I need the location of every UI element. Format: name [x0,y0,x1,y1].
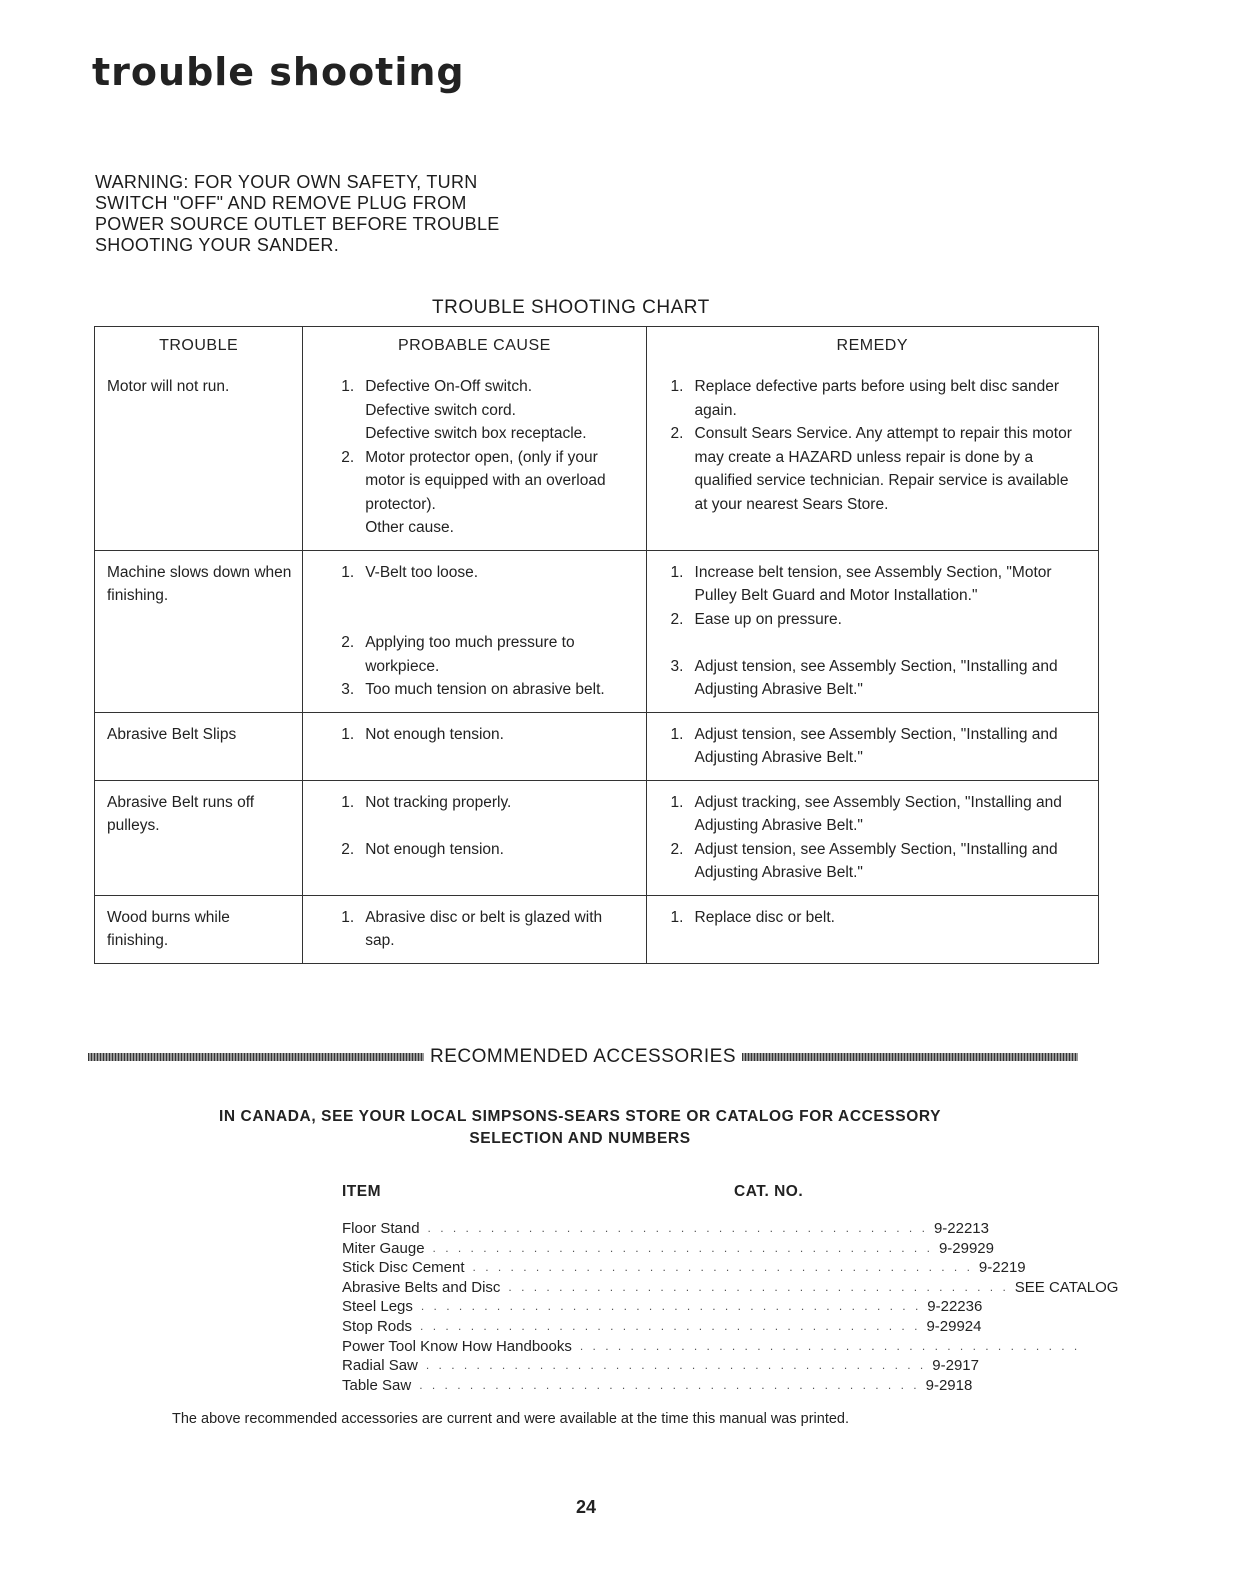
cause-cell [303,895,646,963]
spacer [341,814,633,838]
accessory-row [342,1337,1081,1357]
item-column-header: ITEM [342,1183,382,1200]
accessory-row [342,1219,989,1239]
accessory-cat-no: 9-2917 [932,1357,979,1375]
accessory-cat-no: 9-29924 [926,1317,982,1335]
chart-title: TROUBLE SHOOTING CHART [432,297,710,318]
accessory-row [342,1317,982,1337]
accessory-row [342,1239,994,1259]
item-text: Adjust tension, see Assembly Section, "Installing and Adjusting Abrasive Belt." [694,840,1058,881]
cause-cell [303,550,646,712]
canada-notice [150,1106,1010,1150]
item-number: 3. [670,657,684,675]
warning-line: SWITCH "OFF" AND REMOVE PLUG FROM [95,193,467,213]
item-number: 1. [341,725,355,743]
item-text: Abrasive disc or belt is glazed with sap. [365,908,603,949]
remedy-cell [646,365,1098,550]
cause-cell-item [341,399,633,423]
canada-line: SELECTION AND NUMBERS [469,1130,691,1147]
remedy-cell-item [671,375,1084,422]
canada-line: IN CANADA, SEE YOUR LOCAL SIMPSONS-SEARS STORE OR CATALOG FOR ACCESSORY [218,1108,942,1125]
cause-cell [303,712,646,780]
remedy-cell-item [671,906,1084,930]
cause-cell [303,780,646,895]
item-number: 1. [670,563,684,581]
warning-line: SHOOTING YOUR SANDER. [95,235,339,255]
item-number: 1. [341,563,355,581]
remedy-cell-item [671,561,1084,608]
item-number: 2. [341,840,355,858]
item-text: Replace defective parts before using belt disc sander again. [694,378,1059,419]
item-text: Adjust tracking, see Assembly Section, "Installing and Adjusting Abrasive Belt." [694,793,1062,834]
item-number: 1. [670,725,684,743]
item-number: 1. [670,378,684,395]
item-number: 2. [341,634,355,651]
header-remedy: REMEDY [646,327,1098,366]
dot-leader: . . . . . . . . . . . . . . . . . . . . . . . . . . . . . . . . . . . . . . . . [472,1260,973,1275]
accessory-name: Miter Gauge [342,1239,425,1257]
item-text: Motor protector open, (only if your motor is equipped with an overload protector). [365,448,606,513]
accessory-row [342,1376,973,1396]
accessory-cat-no: 9-2219 [978,1259,1026,1277]
cause-cell-item [341,422,633,446]
page-number: 24 [576,1497,597,1517]
item-text: Defective switch cord. [365,401,516,419]
accessory-cat-no: 9-29929 [938,1239,994,1257]
item-text: Not enough tension. [365,840,504,858]
accessory-name: Floor Stand [342,1220,420,1237]
remedy-cell-item [671,838,1084,885]
accessories-list [342,1219,1119,1395]
item-text: Applying too much pressure to workpiece. [365,634,575,675]
remedy-cell [646,780,1098,895]
trouble-cell: Wood burns while finishing. [95,895,303,963]
warning-line: WARNING: FOR YOUR OWN SAFETY, TURN [95,172,478,192]
accessory-name: Radial Saw [342,1357,418,1375]
dot-leader: . . . . . . . . . . . . . . . . . . . . . . . . . . . . . . . . . . . . . . . . [579,1338,1081,1353]
spacer [671,631,1084,655]
safety-warning [95,172,615,256]
page-heading: trouble shooting [92,50,465,94]
table-row [95,712,1099,780]
cause-cell-item [341,631,633,678]
accessory-name: Abrasive Belts and Disc [342,1278,501,1296]
cause-cell-item [341,723,633,747]
remedy-cell [646,712,1098,780]
item-number: 2. [670,425,684,442]
cause-cell-item [341,791,633,815]
item-number: 2. [341,448,355,466]
table-row [95,780,1099,895]
dot-leader: . . . . . . . . . . . . . . . . . . . . . . . . . . . . . . . . . . . . . . . . [420,1318,921,1333]
item-text: Other cause. [365,519,454,536]
item-text: Not enough tension. [365,725,504,743]
dot-leader: . . . . . . . . . . . . . . . . . . . . . . . . . . . . . . . . . . . . . . . . [508,1279,1009,1294]
item-number: 1. [670,908,684,926]
dot-leader: . . . . . . . . . . . . . . . . . . . . . . . . . . . . . . . . . . . . . . . . [419,1377,920,1392]
dot-leader: . . . . . . . . . . . . . . . . . . . . . . . . . . . . . . . . . . . . . . . . [427,1221,928,1235]
cause-cell-item [341,838,633,862]
trouble-cell: Machine slows down when finishing. [95,550,303,712]
remedy-cell [646,895,1098,963]
item-number: 2. [670,610,684,628]
banner-rule-right [742,1053,1078,1061]
item-text: Ease up on pressure. [694,610,842,628]
item-text: V-Belt too loose. [365,563,479,581]
cause-cell-item [341,561,633,585]
item-text: Not tracking properly. [365,793,512,811]
item-text: Adjust tension, see Assembly Section, "Installing and Adjusting Abrasive Belt." [694,725,1058,766]
cause-cell-item [341,516,633,540]
accessory-row [342,1278,1119,1298]
cat-no-column-header: CAT. NO. [734,1183,804,1200]
accessory-name: Table Saw [342,1376,412,1394]
item-text: Adjust tension, see Assembly Section, "Installing and Adjusting Abrasive Belt." [694,657,1058,698]
accessory-cat-no: SEE CATALOG [1014,1278,1119,1296]
item-text: Defective On-Off switch. [365,378,533,395]
trouble-cell: Motor will not run. [95,365,303,550]
trouble-cell: Abrasive Belt Slips [95,712,303,780]
remedy-cell [646,550,1098,712]
accessories-title: RECOMMENDED ACCESSORIES [429,1046,737,1067]
cause-cell-item [341,678,633,702]
accessories-banner [88,1046,1078,1070]
banner-rule-left [88,1053,424,1061]
remedy-cell-item [671,422,1084,516]
warning-line: POWER SOURCE OUTLET BEFORE TROUBLE [95,214,500,234]
spacer [341,584,633,631]
table-header-row [95,327,1099,366]
accessory-row [342,1356,979,1376]
dot-leader: . . . . . . . . . . . . . . . . . . . . . . . . . . . . . . . . . . . . . . . . [420,1299,922,1314]
item-number: 1. [341,378,355,395]
accessory-name: Stop Rods [342,1317,413,1335]
accessory-cat-no: 9-22213 [933,1220,989,1237]
dot-leader: . . . . . . . . . . . . . . . . . . . . . . . . . . . . . . . . . . . . . . . . [425,1358,927,1373]
accessory-cat-no: 9-22236 [927,1298,983,1316]
item-number: 1. [341,793,355,811]
cause-cell [303,365,646,550]
item-number: 1. [670,793,684,811]
header-probable-cause: PROBABLE CAUSE [303,327,646,366]
remedy-cell-item [671,791,1084,838]
remedy-cell-item [671,723,1084,770]
dot-leader: . . . . . . . . . . . . . . . . . . . . . . . . . . . . . . . . . . . . . . . . [432,1240,933,1255]
accessory-cat-no [1080,1337,1086,1357]
item-text: Replace disc or belt. [694,908,835,926]
accessories-footnote: The above recommended accessories are current and were available at the time this manual was printed. [172,1411,850,1427]
header-trouble: TROUBLE [95,327,303,366]
trouble-shooting-table [94,326,1099,964]
cause-cell-item [341,906,633,953]
cause-cell-item [341,375,633,399]
remedy-cell-item [671,655,1084,702]
item-text: Increase belt tension, see Assembly Section, "Motor Pulley Belt Guard and Motor Installation." [694,563,1052,604]
table-row [95,895,1099,963]
accessory-name: Power Tool Know How Handbooks [342,1337,572,1355]
accessory-row [342,1258,1026,1278]
item-number: 1. [341,908,355,926]
remedy-cell-item [671,608,1084,632]
item-text: Consult Sears Service. Any attempt to repair this motor may create a HAZARD unless repair is done by a qualified service technician. Repair service is available at your nearest Sears Store. [694,425,1072,513]
table-row [95,365,1099,550]
accessory-cat-no: 9-2918 [925,1376,973,1394]
item-number: 2. [670,840,684,858]
cause-cell-item [341,446,633,517]
table-row [95,550,1099,712]
accessory-row [342,1297,983,1317]
accessory-name: Stick Disc Cement [342,1259,465,1277]
item-text: Defective switch box receptacle. [365,425,587,442]
item-text: Too much tension on abrasive belt. [365,681,605,698]
accessory-name: Steel Legs [342,1298,413,1316]
trouble-cell: Abrasive Belt runs off pulleys. [95,780,303,895]
item-number: 3. [341,681,355,698]
